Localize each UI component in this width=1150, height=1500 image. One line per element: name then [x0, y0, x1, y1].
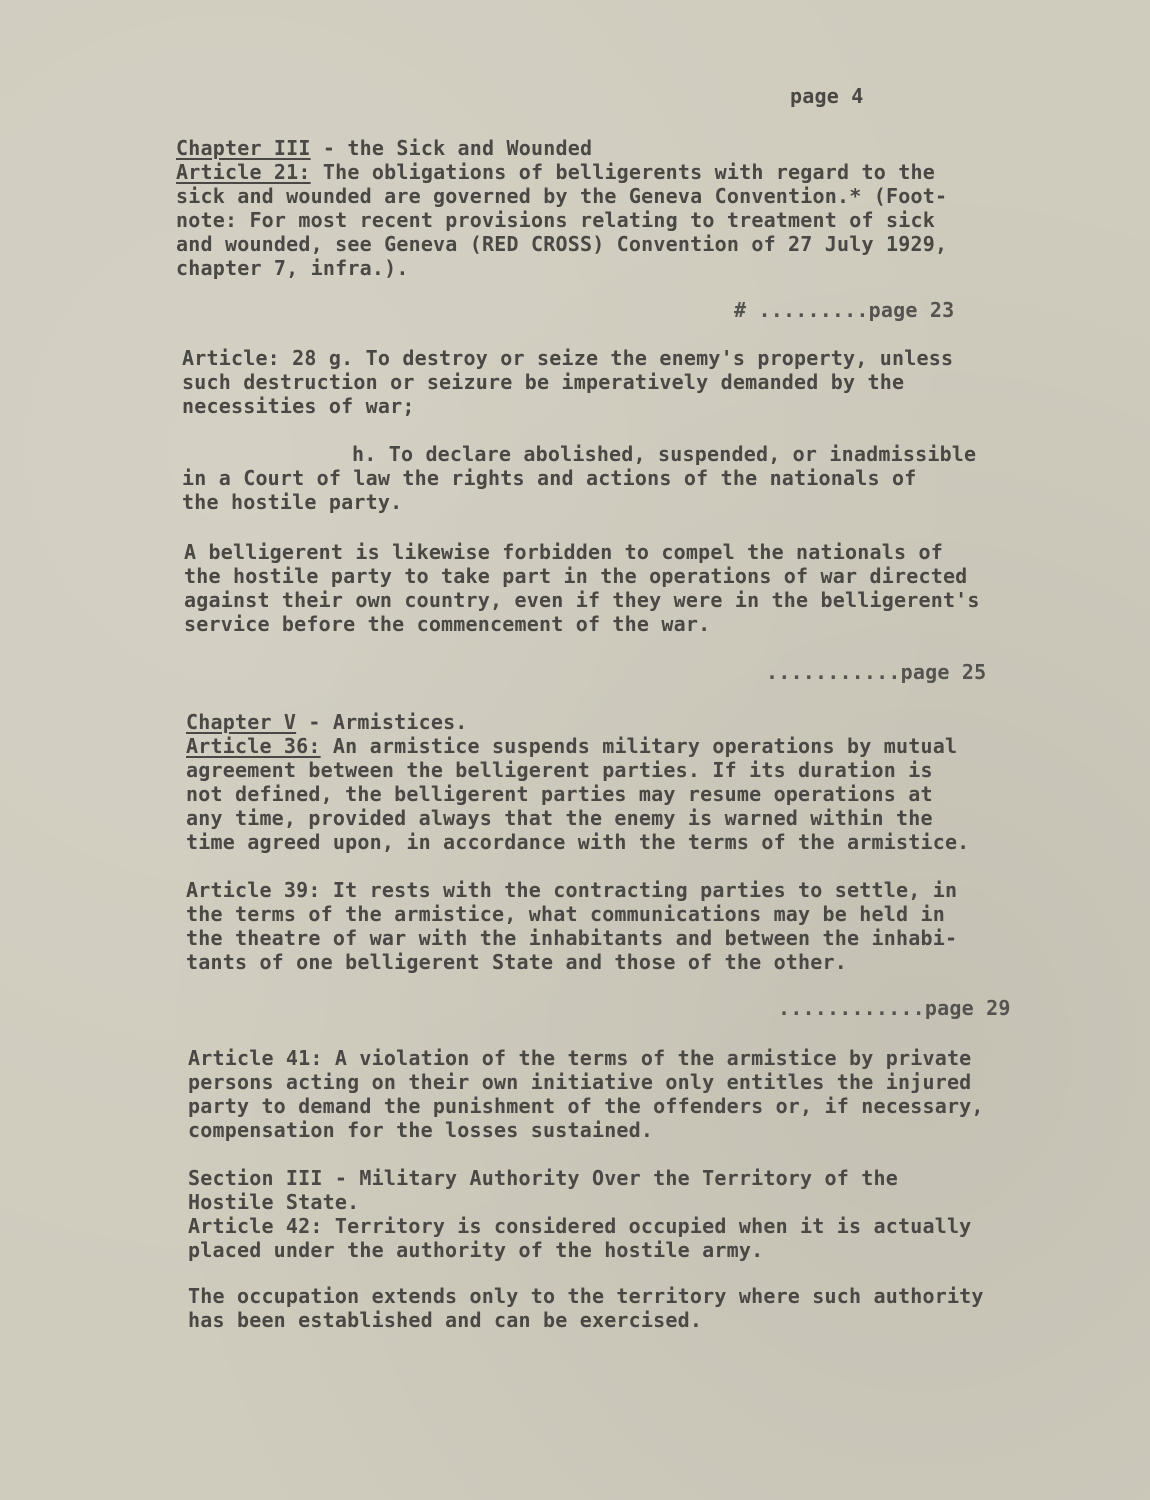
article-39-line-1: Article 39: It rests with the contracting parties to settle, in: [186, 878, 958, 902]
occupation-line-2: has been established and can be exercised.: [188, 1308, 703, 1332]
belligerent-line-3: against their own country, even if they were in the belligerent's: [184, 588, 980, 612]
chapter-v-heading: Chapter V: [186, 710, 297, 734]
section-iii-line-1: Section III - Military Authority Over the Territory of the: [188, 1166, 898, 1190]
belligerent-line-4: service before the commencement of the war.: [184, 612, 711, 636]
article-28-line-1: Article: 28 g. To destroy or seize the enemy's property, unless: [182, 346, 954, 370]
article-41-line-2: persons acting on their own initiative only entitles the injured: [188, 1070, 972, 1094]
article-21-label: Article 21:: [176, 160, 311, 184]
page-29-reference: ............page 29: [778, 996, 1011, 1020]
article-21-line-4: and wounded, see Geneva (RED CROSS) Convention of 27 July 1929,: [176, 232, 948, 256]
article-36-line-4: any time, provided always that the enemy is warned within the: [186, 806, 933, 830]
article-41-line-4: compensation for the losses sustained.: [188, 1118, 654, 1142]
chapter-iii-title: - the Sick and Wounded: [310, 136, 593, 160]
article-41-line-3: party to demand the punishment of the offenders or, if necessary,: [188, 1094, 984, 1118]
article-21-line-3: note: For most recent provisions relating to treatment of sick: [176, 208, 935, 232]
article-39-line-4: tants of one belligerent State and those of the other.: [186, 950, 848, 974]
page-23-text: .........page 23: [746, 298, 955, 322]
belligerent-line-2: the hostile party to take part in the operations of war directed: [184, 564, 968, 588]
article-39-line-2: the terms of the armistice, what communications may be held in: [186, 902, 945, 926]
article-21-line-5: chapter 7, infra.).: [176, 256, 409, 280]
article-28-h-line-1: h. To declare abolished, suspended, or inadmissible: [352, 442, 977, 466]
article-28-line-2: such destruction or seizure be imperatively demanded by the: [182, 370, 905, 394]
page-number: page 4: [790, 84, 864, 108]
article-36-line-3: not defined, the belligerent parties may resume operations at: [186, 782, 933, 806]
article-21-line-1: [176, 160, 935, 184]
page-25-reference: ...........page 25: [766, 660, 987, 684]
article-41-line-1: Article 41: A violation of the terms of the armistice by private: [188, 1046, 972, 1070]
footnote-mark: #: [734, 298, 747, 322]
article-42-line-2: placed under the authority of the hostile army.: [188, 1238, 764, 1262]
section-iii-line-2: Hostile State.: [188, 1190, 360, 1214]
article-36-label: Article 36:: [186, 734, 321, 758]
page-23-reference: [734, 298, 954, 322]
article-42-line-1: Article 42: Territory is considered occupied when it is actually: [188, 1214, 972, 1238]
article-36-line-1: [186, 734, 957, 758]
article-36-line-5: time agreed upon, in accordance with the terms of the armistice.: [186, 830, 970, 854]
chapter-iii-heading: Chapter III: [176, 136, 311, 160]
article-28-h-line-3: the hostile party.: [182, 490, 403, 514]
chapter-iii-heading-line: [176, 136, 592, 160]
article-21-line-2: sick and wounded are governed by the Geneva Convention.* (Foot-: [176, 184, 948, 208]
belligerent-line-1: A belligerent is likewise forbidden to compel the nationals of: [184, 540, 943, 564]
chapter-v-title: - Armistices.: [296, 710, 468, 734]
chapter-v-heading-line: [186, 710, 468, 734]
article-36-text: An armistice suspends military operations by mutual: [320, 734, 958, 758]
article-28-line-3: necessities of war;: [182, 394, 415, 418]
occupation-line-1: The occupation extends only to the territory where such authority: [188, 1284, 984, 1308]
article-36-line-2: agreement between the belligerent parties. If its duration is: [186, 758, 933, 782]
article-21-text: The obligations of belligerents with regard to the: [310, 160, 935, 184]
article-39-line-3: the theatre of war with the inhabitants and between the inhabi-: [186, 926, 958, 950]
article-28-h-line-2: in a Court of law the rights and actions of the nationals of: [182, 466, 917, 490]
